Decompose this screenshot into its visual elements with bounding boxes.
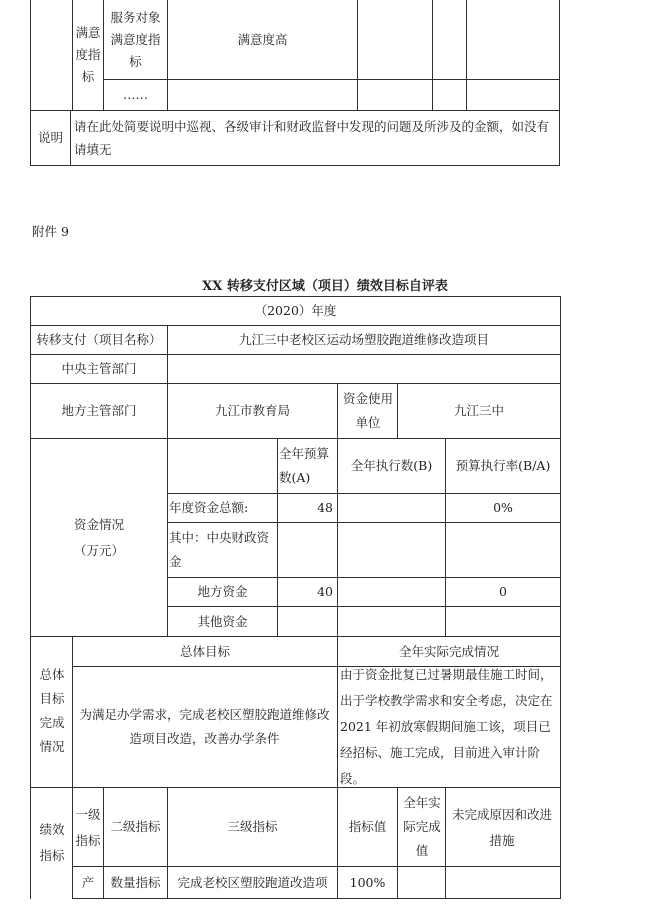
funds-label [31,512,167,564]
indicator-header-level2: 二级指标 [110,819,161,834]
year-label: （2020）年度 [254,303,337,318]
satisfaction-sub-label: 服务对象满意度指标 [110,10,161,69]
fund-row-total-name: 年度资金总额: [169,500,249,515]
fund-unit-value: 九江三中 [453,403,504,418]
indicator-header-level1: 一级指标 [75,807,101,848]
note-text: 请在此处简要说明中巡视、各级审计和财政监督中发现的问题及所涉及的金额，如没有请填无 [74,119,550,157]
local-dept-label: 地方主管部门 [61,403,137,418]
fund-row-local-rate: 0 [499,584,507,599]
indicator-row-level1: 产 [81,874,95,890]
indicator-row-level2: 数量指标 [110,874,161,890]
indicators-label: 绩效指标 [39,822,65,863]
funds-label-line2: （万元） [73,543,124,558]
project-name-label: 转移支付（项目名称） [36,332,162,347]
overall-actual-text: 由于资金批复已过暑期最佳施工时间，出于学校教学需求和安全考虑，决定在2021 年初放寒假期间施工该，项目已经招标、施工完成，目前进入审计阶段。 [340,667,553,786]
satisfaction-item: 满意度高 [237,31,288,47]
project-name-value: 九江三中老校区运动场塑胶跑道维修改造项目 [238,332,489,347]
overall-goal-header: 总体目标 [179,643,230,659]
indicator-header-reason: 未完成原因和改进措施 [452,807,553,848]
overall-actual-header: 全年实际完成情况 [398,643,499,659]
fund-row-total-budget: 48 [317,500,333,515]
overall-label: 总体目标完成情况 [39,667,65,754]
local-dept-value: 九江市教育局 [214,403,290,418]
indicator-header-level3: 三级指标 [227,819,278,834]
indicator-header-value: 指标值 [348,819,387,834]
fund-unit-label: 资金使用单位 [342,391,393,430]
fund-row-local-budget: 40 [317,584,333,599]
satisfaction-group-label: 满意度指标 [75,25,101,84]
overall-goal-text: 为满足办学需求，完成老校区塑胶跑道维修改造项目改造，改善办学条件 [79,707,330,746]
fund-row-local-name: 地方资金 [197,584,248,599]
rate-header: 预算执行率(B/A) [455,458,551,473]
indicator-row-value: 100% [349,874,386,890]
attachment-label: 附件 9 [32,224,69,239]
fund-row-central-name: 其中：中央财政资金 [169,530,270,569]
indicator-header-actual: 全年实际完成值 [403,795,441,858]
central-dept-label: 中央主管部门 [61,361,137,376]
funds-label-line1: 资金情况 [73,517,124,532]
form-title: XX 转移支付区域（项目）绩效目标自评表 [202,279,448,294]
fund-row-other-name: 其他资金 [197,613,248,629]
fund-row-total-rate: 0% [493,500,513,515]
ellipsis: …… [123,87,148,102]
note-label: 说明 [37,130,63,145]
exec-header: 全年执行数(B) [350,458,433,473]
indicator-row-level3: 完成老校区塑胶跑道改造项 [177,874,328,890]
budget-header: 全年预算数(A) [279,446,330,485]
